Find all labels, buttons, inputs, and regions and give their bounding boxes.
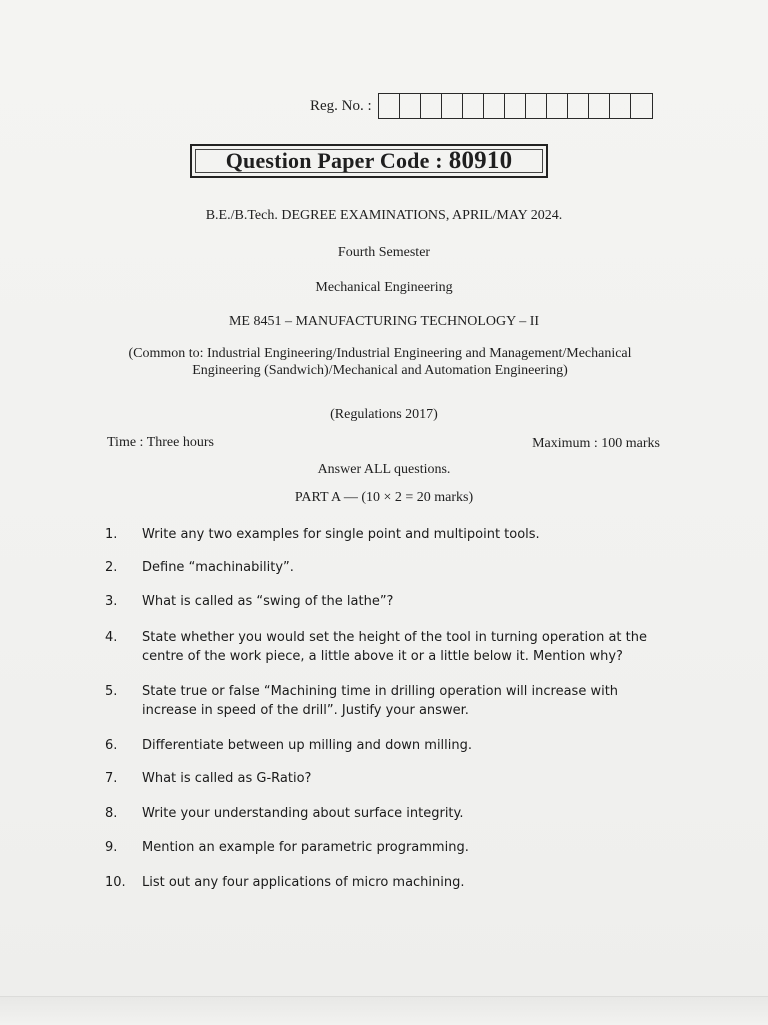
question-7 [105,769,665,788]
regulations: (Regulations 2017) [330,407,438,422]
question-8 [105,804,665,823]
reg-box [484,94,505,118]
question-text: What is called as “swing of the lathe”? [142,594,394,609]
question-number: 7. [105,771,118,786]
reg-label: Reg. No. : [310,97,372,114]
question-number: 6. [105,738,118,753]
question-2 [105,558,665,577]
question-number: 8. [105,806,118,821]
course-title: ME 8451 – MANUFACTURING TECHNOLOGY – II [228,314,540,329]
question-number: 1. [105,527,118,542]
question-text: Define “machinability”. [142,560,294,575]
question-5 [105,682,665,720]
exam-duration: Time : Three hours [107,435,214,450]
question-paper-code-box [190,144,548,178]
reg-box [568,94,589,118]
reg-box [442,94,463,118]
reg-box [547,94,568,118]
instruction: Answer ALL questions. [317,462,451,477]
question-number: 2. [105,560,118,575]
qpc-code: 80910 [448,147,513,174]
reg-box [631,94,652,118]
question-text: List out any four applications of micro machining. [142,875,465,890]
question-text: Write any two examples for single point and multipoint tools. [142,527,540,542]
scan-bottom-edge [0,996,768,1025]
qpc-label: Question Paper Code : [225,148,443,173]
question-text: Mention an example for parametric programming. [142,840,469,855]
question-text: Write your understanding about surface integrity. [142,806,464,821]
question-10 [105,873,665,892]
registration-number [310,93,653,119]
question-1 [105,525,665,544]
question-text: State true or false “Machining time in drilling operation will increase with increase in speed of the drill”. Justify your answer. [142,684,619,718]
reg-box [610,94,631,118]
question-3 [105,592,665,611]
question-number: 3. [105,594,118,609]
maximum-marks: Maximum : 100 marks [532,436,660,451]
reg-box [589,94,610,118]
question-6 [105,736,665,755]
question-number: 9. [105,840,118,855]
reg-box [505,94,526,118]
question-4 [105,628,665,666]
department: Mechanical Engineering [315,280,453,295]
question-text: Differentiate between up milling and down milling. [142,738,473,753]
question-9 [105,838,665,857]
question-text: What is called as G-Ratio? [142,771,312,786]
question-number: 4. [105,630,118,645]
question-text: State whether you would set the height of the tool in turning operation at the centre of the work piece, a little above it or a little below it. Mention why? [142,630,647,664]
reg-box [421,94,442,118]
question-number: 5. [105,684,118,699]
reg-box [379,94,400,118]
semester: Fourth Semester [337,245,431,260]
reg-number-boxes [378,93,653,119]
reg-box [526,94,547,118]
common-to-note: (Common to: Industrial Engineering/Industrial Engineering and Management/Mechanical Engineering (Sandwich)/Mechanical and Automation Engineering) [128,346,632,378]
exam-title: B.E./B.Tech. DEGREE EXAMINATIONS, APRIL/MAY 2024. [205,208,563,223]
reg-box [400,94,421,118]
part-a-heading: PART A — (10 × 2 = 20 marks) [294,490,474,505]
reg-box [463,94,484,118]
question-number: 10. [105,875,126,890]
